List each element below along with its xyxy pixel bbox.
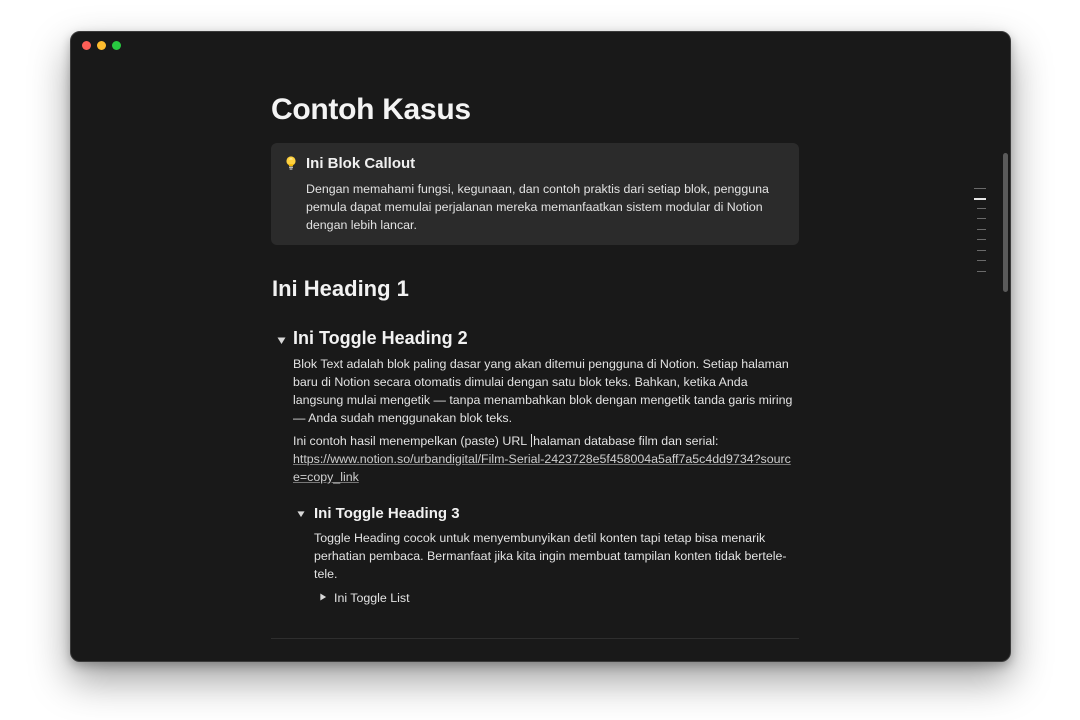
zoom-window-button[interactable] — [112, 41, 121, 50]
callout-title[interactable]: Ini Blok Callout — [306, 155, 416, 172]
text-block[interactable]: Blok Text adalah blok paling dasar yang akan ditemui pengguna di Notion. Setiap halaman baru di Notion secara otomatis dimulai dengan satu blok teks. Bahkan, ketika Anda langsung mulai mengetik — tanpa menambahkan blok dengan mengetik tanda garis miring — Anda sudah menggunakan blok teks. — [293, 357, 793, 425]
toggle-heading-2[interactable]: Ini Toggle Heading 2 — [293, 328, 468, 348]
pasted-url-link[interactable]: https://www.notion.so/urbandigital/Film-Serial-2423728e5f458004a5aff7a5c4dd9734?source=copy_link — [293, 452, 791, 484]
toggle-collapsed-arrow-icon[interactable] — [319, 593, 327, 601]
minimize-window-button[interactable] — [97, 41, 106, 50]
text-cursor — [531, 434, 532, 447]
toggle-list[interactable]: Ini Toggle List — [334, 591, 410, 605]
app-window — [70, 31, 1011, 662]
lightbulb-icon — [284, 155, 298, 171]
callout-text[interactable]: Dengan memahami fungsi, kegunaan, dan contoh praktis dari setiap blok, pengguna pemula dapat memulai perjalanan mereka memanfaatkan sistem modular di Notion dengan lebih lancar. — [306, 182, 769, 232]
toggle-expanded-arrow-icon[interactable] — [297, 510, 305, 518]
toggle-heading-3[interactable]: Ini Toggle Heading 3 — [314, 505, 460, 522]
window-controls — [82, 41, 121, 50]
divider — [271, 638, 799, 639]
paste-url-block[interactable] — [293, 432, 793, 486]
toggle-expanded-arrow-icon[interactable] — [277, 336, 286, 345]
vertical-scrollbar[interactable] — [1003, 153, 1008, 292]
paste-url-intro-text-cont: halaman database film dan serial: — [533, 434, 719, 448]
callout-block[interactable] — [271, 143, 799, 245]
toggle-heading-3-text[interactable]: Toggle Heading cocok untuk menyembunyikan detil konten tapi tetap bisa menarik perhatian pembaca. Bermanfaat jika kita ingin membuat tampilan konten tidak bertele-tele. — [314, 531, 787, 581]
heading-1[interactable]: Ini Heading 1 — [272, 276, 409, 301]
page-title[interactable]: Contoh Kasus — [271, 93, 471, 126]
close-window-button[interactable] — [82, 41, 91, 50]
paste-url-intro-text: Ini contoh hasil menempelkan (paste) URL — [293, 434, 531, 448]
